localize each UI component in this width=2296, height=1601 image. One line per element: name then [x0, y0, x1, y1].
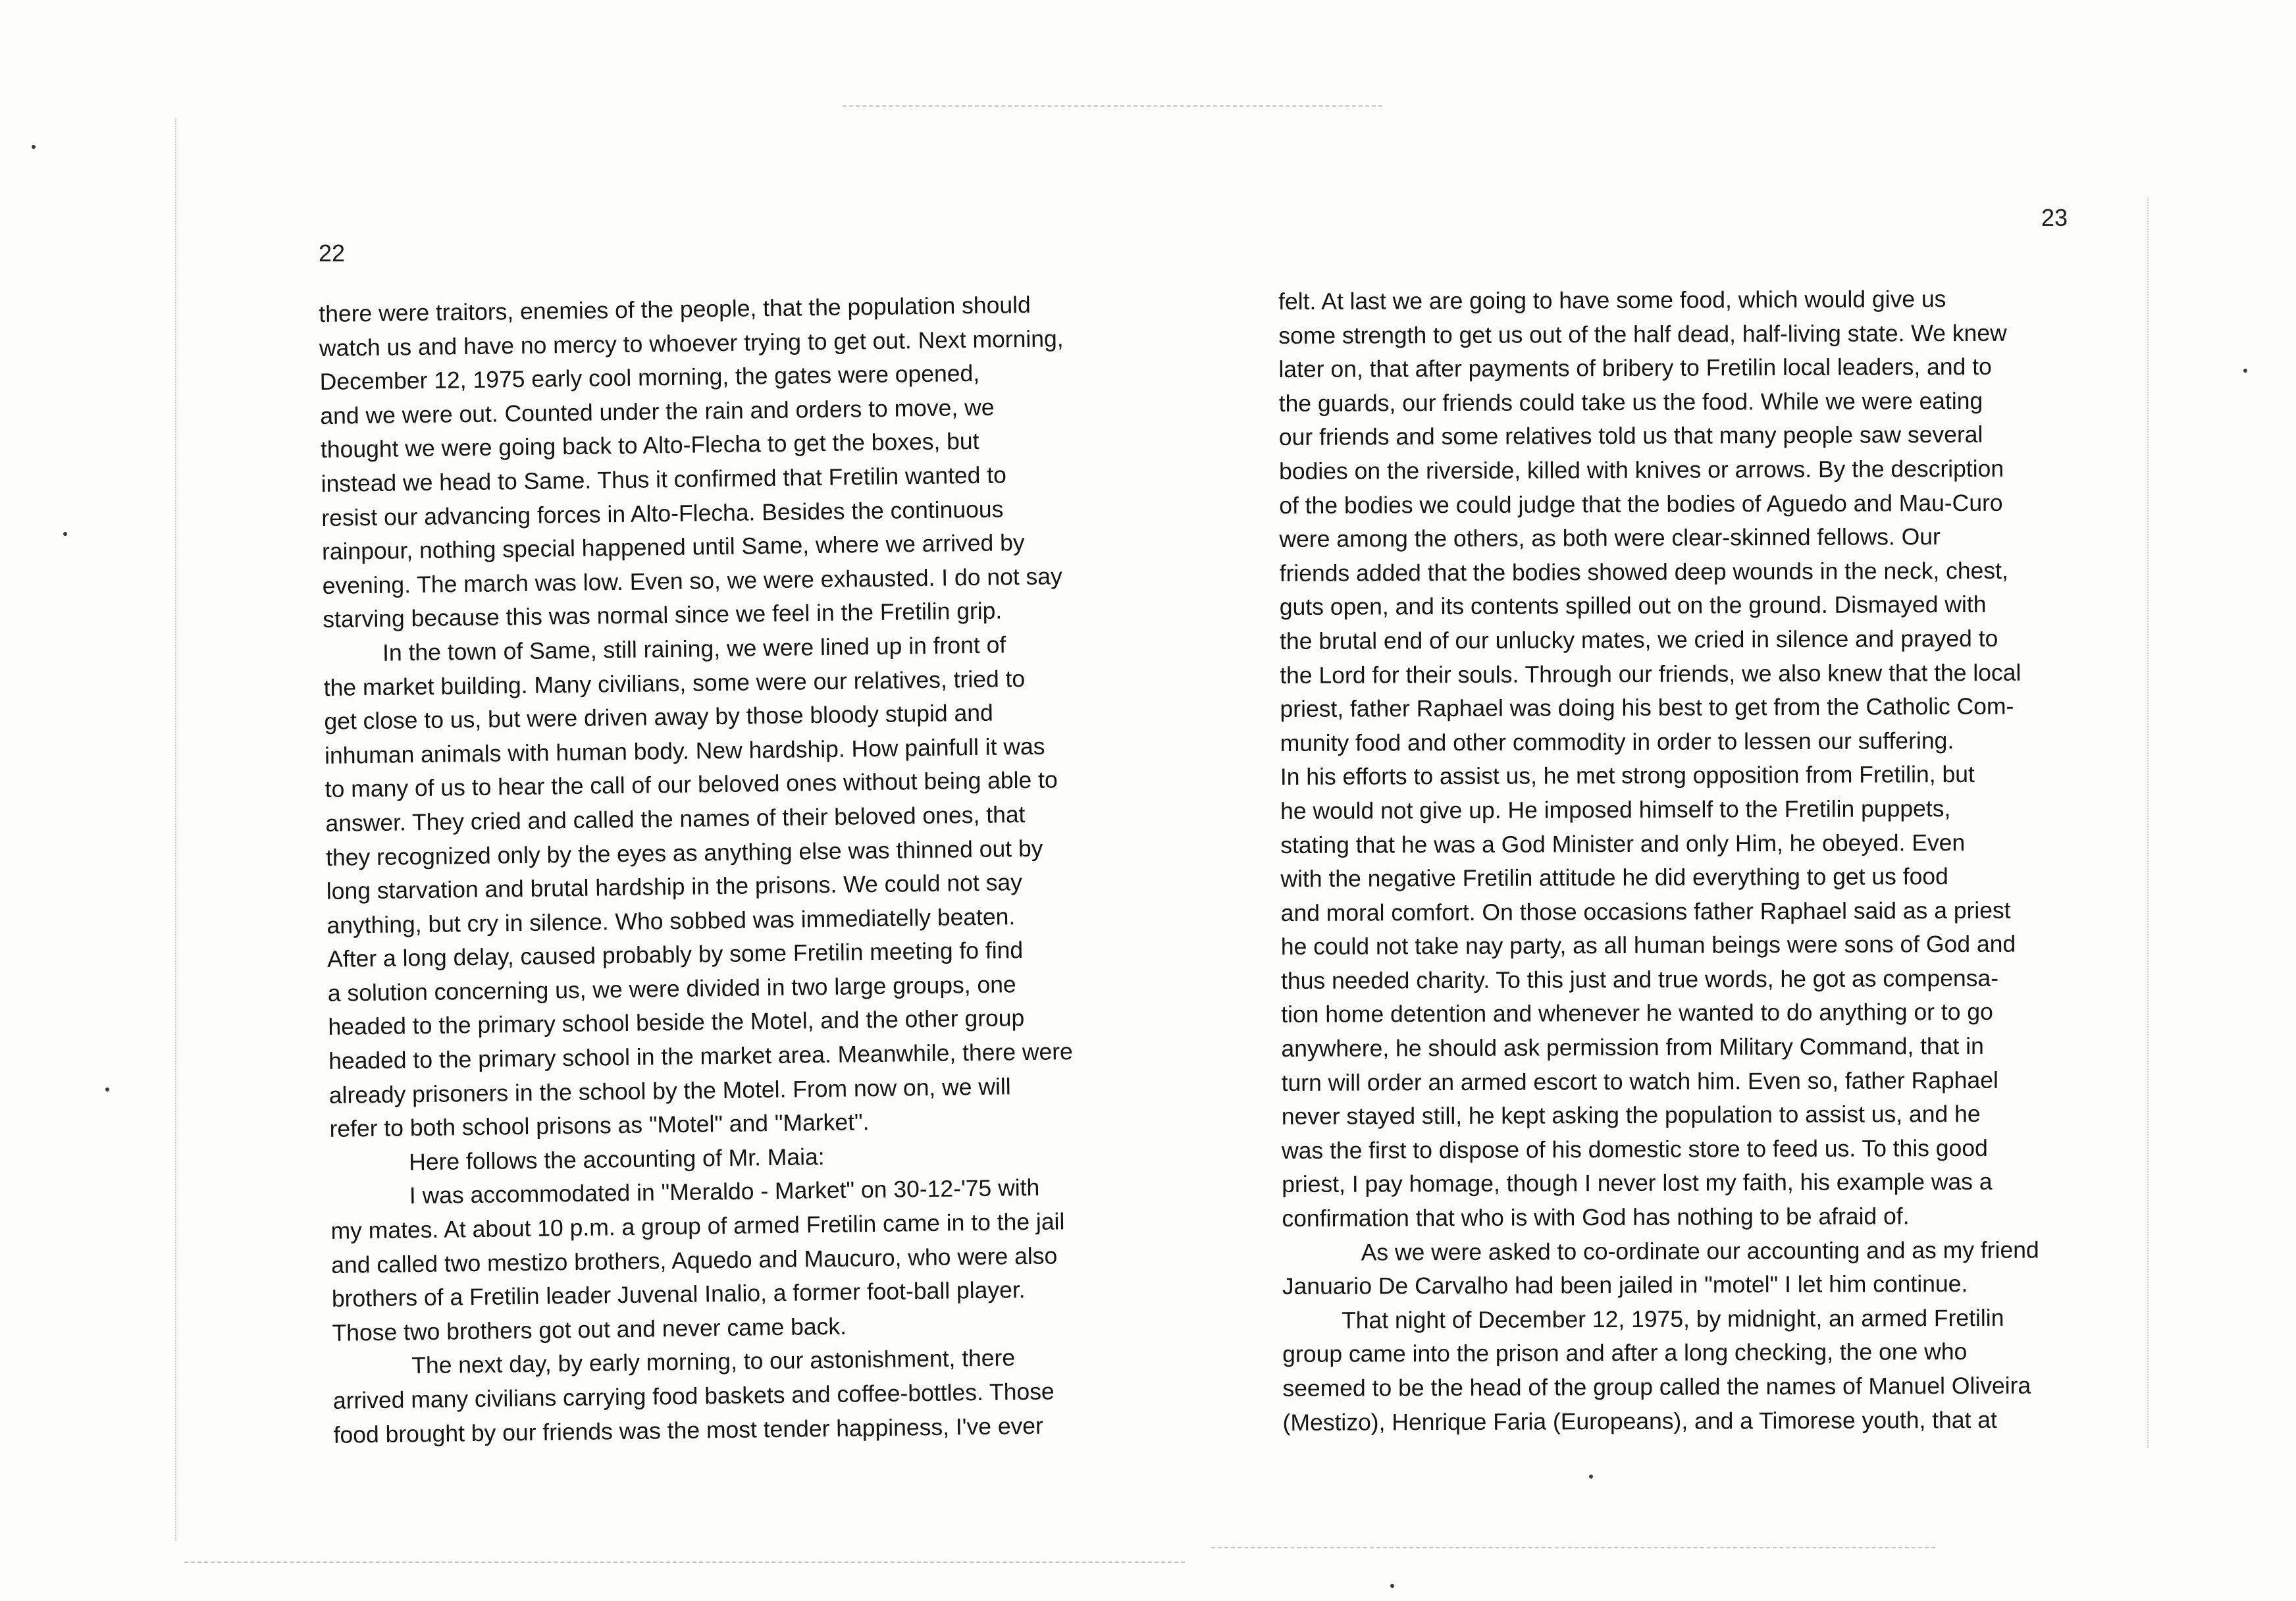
- text-line: The next day, by early morning, to our astonishment, there: [411, 1344, 1016, 1379]
- left-page-text: [319, 287, 1150, 1452]
- text-line: get close to us, but were driven away by those bloody stupid and: [324, 699, 993, 735]
- scan-speck: [105, 1088, 109, 1091]
- text-line: munity food and other commodity in order to lessen our suffering.: [1280, 727, 1954, 756]
- bottom-scan-edge: [184, 1562, 1185, 1563]
- scan-speck: [1589, 1475, 1593, 1479]
- text-line: Here follows the accounting of Mr. Maia:: [408, 1143, 825, 1176]
- left-scan-edge: [175, 118, 176, 1540]
- text-line: the brutal end of our unlucky mates, we cried in silence and prayed to: [1280, 625, 1998, 654]
- text-line: turn will order an armed escort to watch him. Even so, father Raphael: [1281, 1066, 1998, 1096]
- page-number-right: 23: [2041, 204, 2068, 231]
- text-line: guts open, and its contents spilled out on the ground. Dismayed with: [1279, 591, 1987, 621]
- text-line: starving because this was normal since we feel in the Fretilin grip.: [323, 597, 1003, 633]
- scan-speck: [2243, 369, 2247, 373]
- text-line: inhuman animals with human body. New hardship. How painfull it was: [324, 733, 1045, 769]
- text-line: a solution concerning us, we were divided in two large groups, one: [327, 971, 1016, 1007]
- right-page-text: [1278, 282, 2081, 1440]
- scan-speck: [1390, 1584, 1394, 1588]
- text-line: arrived many civilians carrying food baskets and coffee-bottles. Those: [332, 1378, 1055, 1414]
- right-scan-edge: [2147, 197, 2149, 1448]
- scan-speck: [32, 145, 36, 149]
- scan-speck: [63, 532, 67, 536]
- text-line: anywhere, he should ask permission from Military Command, that in: [1281, 1032, 1984, 1063]
- text-line: he would not give up. He imposed himself to the Fretilin puppets,: [1280, 795, 1951, 824]
- text-line: the Lord for their souls. Through our friends, we also knew that the local: [1280, 659, 2022, 689]
- text-line: brothers of a Fretilin leader Juvenal Inalio, a former foot-ball player.: [331, 1276, 1026, 1313]
- text-line: confirmation that who is with God has nothing to be afraid of.: [1282, 1203, 1910, 1232]
- text-line: felt. At last we are going to have some food, which would give us: [1278, 286, 1946, 315]
- text-line: Januario De Carvalho had been jailed in "motel" I let him continue.: [1282, 1271, 1968, 1300]
- text-line: That night of December 12, 1975, by midnight, an armed Fretilin: [1341, 1304, 2004, 1334]
- text-line: stating that he was a God Minister and only Him, he obeyed. Even: [1280, 829, 1966, 858]
- text-line: (Mestizo), Henrique Faria (Europeans), and a Timorese youth, that at: [1282, 1406, 1997, 1436]
- text-line: refer to both school prisons as "Motel" and "Market".: [329, 1109, 870, 1143]
- text-line-indented: [1282, 1301, 2080, 1338]
- text-line: group came into the prison and after a long checking, the one who: [1282, 1338, 1968, 1368]
- text-line: instead we head to Same. Thus it confirmed that Fretilin wanted to: [321, 461, 1007, 497]
- text-line: the guards, our friends could take us the food. While we were eating: [1278, 387, 1983, 417]
- text-line: As we were asked to co-ordinate our accounting and as my friend: [1361, 1236, 2039, 1266]
- text-line: resist our advancing forces in Alto-Flecha. Besides the continuous: [321, 495, 1004, 531]
- text-line: never stayed still, he kept asking the population to assist us, and he: [1281, 1101, 1981, 1130]
- text-line: Those two brothers got out and never came back.: [332, 1313, 847, 1346]
- top-scan-edge: [843, 105, 1382, 107]
- text-line: long starvation and brutal hardship in the prisons. We could not say: [326, 869, 1023, 905]
- text-line: our friends and some relatives told us that many people saw several: [1278, 421, 1983, 451]
- text-line: there were traitors, enemies of the people, that the population should: [319, 291, 1031, 327]
- text-line: thus needed charity. To this just and true words, he got as compensa-: [1280, 964, 1999, 994]
- text-line: bodies on the riverside, killed with knives or arrows. By the description: [1279, 455, 2004, 485]
- text-line: rainpour, nothing special happened until Same, where we arrived by: [321, 529, 1025, 565]
- text-line: answer. They cried and called the names of their beloved ones, that: [325, 800, 1026, 837]
- bottom-scan-edge-right: [1211, 1547, 1935, 1548]
- text-line-indented: [1282, 1233, 2080, 1270]
- text-line: priest, I pay homage, though I never lost my faith, his example was a: [1282, 1168, 1993, 1198]
- text-line: I was accommodated in "Meraldo - Market" on 30-12-'75 with: [409, 1174, 1040, 1209]
- text-line: food brought by our friends was the most tender happiness, I've ever: [333, 1412, 1044, 1448]
- text-line: they recognized only by the eyes as anything else was thinned out by: [325, 835, 1043, 871]
- text-line: some strength to get us out of the half dead, half-living state. We knew: [1278, 319, 2007, 349]
- text-line: anything, but cry in silence. Who sobbed was immediatelly beaten.: [326, 903, 1016, 939]
- text-line: watch us and have no mercy to whoever trying to get out. Next morning,: [319, 325, 1064, 361]
- text-line: December 12, 1975 early cool morning, the gates were opened,: [319, 360, 980, 396]
- text-line: was the first to dispose of his domestic store to feed us. To this good: [1281, 1134, 1988, 1164]
- text-line: headed to the primary school beside the Motel, and the other group: [328, 1005, 1025, 1041]
- text-line: evening. The march was low. Even so, we were exhausted. I do not say: [322, 562, 1063, 599]
- text-line: seemed to be the head of the group called the names of Manuel Oliveira: [1282, 1372, 2031, 1402]
- text-line: he could not take nay party, as all human beings were sons of God and: [1280, 930, 2016, 960]
- text-line: priest, father Raphael was doing his best to get from the Catholic Com-: [1280, 693, 2014, 723]
- text-line: of the bodies we could judge that the bodies of Aguedo and Mau-Curo: [1279, 489, 2003, 519]
- text-line: and we were out. Counted under the rain and orders to move, we: [320, 394, 995, 429]
- text-line: In his efforts to assist us, he met strong opposition from Fretilin, but: [1280, 761, 1975, 791]
- text-line: and called two mestizo brothers, Aquedo and Maucuro, who were also: [330, 1242, 1058, 1278]
- text-line: friends added that the bodies showed deep wounds in the neck, chest,: [1279, 557, 2008, 587]
- text-line: thought we were going back to Alto-Flecha to get the boxes, but: [320, 428, 979, 463]
- text-line: tion home detention and whenever he wanted to do anything or to go: [1281, 999, 1993, 1028]
- text-line: and moral comfort. On those occasions father Raphael said as a priest: [1280, 897, 2011, 926]
- page-number-left: 22: [319, 240, 346, 267]
- text-line: my mates. At about 10 p.m. a group of armed Fretilin came in to the jail: [330, 1208, 1065, 1244]
- text-line: headed to the primary school in the market area. Meanwhile, there were: [328, 1038, 1074, 1074]
- text-line: were among the others, as both were clear-skinned fellows. Our: [1279, 523, 1941, 553]
- text-line: later on, that after payments of bribery to Fretilin local leaders, and to: [1278, 354, 1992, 383]
- text-line: to many of us to hear the call of our beloved ones without being able to: [325, 766, 1058, 803]
- text-line: with the negative Fretilin attitude he did everything to get us food: [1280, 863, 1948, 893]
- text-line: In the town of Same, still raining, we were lined up in front of: [382, 631, 1006, 666]
- text-line: the market building. Many civilians, some were our relatives, tried to: [323, 665, 1026, 701]
- text-line: After a long delay, caused probably by some Fretilin meeting fo find: [326, 937, 1024, 973]
- text-line: already prisoners in the school by the Motel. From now on, we will: [328, 1072, 1011, 1109]
